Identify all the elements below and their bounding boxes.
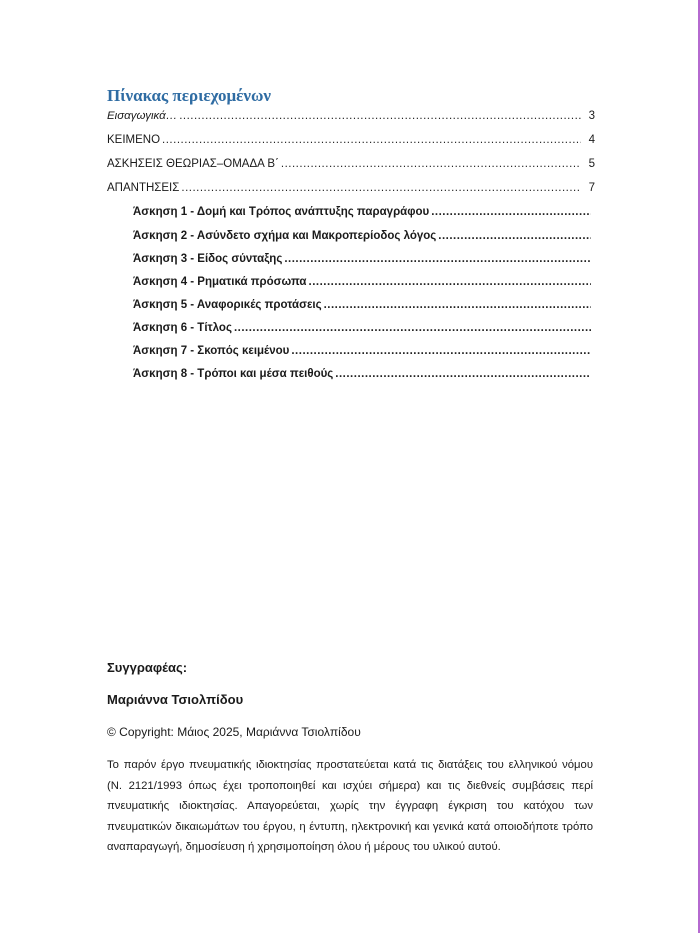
toc-entry-label: Άσκηση 2 - Ασύνδετο σχήμα και Μακροπερίοδος λόγος	[133, 230, 437, 242]
toc-subentry[interactable]	[133, 251, 593, 267]
toc-leader-dots	[431, 204, 591, 220]
toc-leader-dots	[438, 228, 591, 244]
toc-entry[interactable]	[107, 108, 595, 124]
toc-leader-dots	[181, 180, 581, 196]
toc-leader-dots	[284, 251, 591, 267]
toc-leader-dots	[291, 343, 591, 359]
toc-entry-label: Άσκηση 1 - Δομή και Τρόπος ανάπτυξης παραγράφου	[133, 206, 430, 218]
toc-entry-label: Άσκηση 3 - Είδος σύνταξης	[133, 253, 283, 265]
toc-subentry[interactable]	[133, 204, 593, 220]
toc-entry-label: Άσκηση 5 - Αναφορικές προτάσεις	[133, 299, 322, 311]
toc-leader-dots	[234, 320, 591, 336]
toc-entry-label: Εισαγωγικά…	[107, 110, 178, 122]
toc-entry-label: Άσκηση 8 - Τρόποι και μέσα πειθούς	[133, 368, 334, 380]
toc-leader-dots	[309, 274, 592, 290]
toc-entry-label: Άσκηση 4 - Ρηματικά πρόσωπα	[133, 276, 307, 288]
toc-subentry[interactable]	[133, 228, 593, 244]
toc-entry-label: ΚΕΙΜΕΝΟ	[107, 134, 161, 146]
toc-entry-page: 3	[588, 110, 595, 122]
toc-title: Πίνακας περιεχομένων	[107, 86, 272, 105]
toc-leader-dots	[324, 297, 591, 313]
toc-subentry[interactable]	[133, 274, 593, 290]
toc-entry-label: Άσκηση 6 - Τίτλος	[133, 322, 232, 334]
toc-leader-dots	[281, 156, 581, 172]
toc-entry[interactable]	[107, 132, 595, 148]
toc-subentry[interactable]	[133, 343, 593, 359]
toc-leader-dots	[335, 366, 591, 382]
toc-leader-dots	[179, 108, 581, 124]
toc-subentry[interactable]	[133, 366, 593, 382]
toc-entry-page: 4	[588, 134, 595, 146]
author-name: Μαριάννα Τσιολπίδου	[107, 692, 244, 707]
toc-subentry[interactable]	[133, 320, 593, 336]
toc-entry-page: 5	[588, 158, 595, 170]
toc-entry[interactable]	[107, 180, 595, 196]
toc-subentry[interactable]	[133, 297, 593, 313]
toc-entry-label: ΑΠΑΝΤΗΣΕΙΣ	[107, 182, 180, 194]
toc-entry-label: Άσκηση 7 - Σκοπός κειμένου	[133, 345, 290, 357]
toc-entry[interactable]	[107, 156, 595, 172]
toc-entry-page: 7	[588, 182, 595, 194]
author-label: Συγγραφέας:	[107, 660, 188, 675]
toc-leader-dots	[162, 132, 581, 148]
legal-notice: Το παρόν έργο πνευματικής ιδιοκτησίας προστατεύεται κατά τις διατάξεις του ελληνικού νόμου (Ν. 2121/1993 όπως έχει τροποποιηθεί και ισχύει σήμερα) και τις διεθνείς συμβάσεις περί πνευματικής ιδιοκτησίας. Απαγορεύεται, χωρίς την έγγραφη έγκριση του κατόχου των πνευματικών δικαιωμάτων του έργου, η έντυπη, ηλεκτρονική και γενικά κατά οποιοδήποτε τρόπο αναπαραγωγή, δημοσίευση ή χρησιμοποίηση όλου ή μέρους του υλικού αυτού.	[107, 759, 593, 853]
toc-entry-label: ΑΣΚΗΣΕΙΣ ΘΕΩΡΙΑΣ–ΟΜΑΔΑ Β΄	[107, 158, 279, 170]
copyright-line: © Copyright: Μάιος 2025, Μαριάννα Τσιολπίδου	[107, 725, 361, 739]
